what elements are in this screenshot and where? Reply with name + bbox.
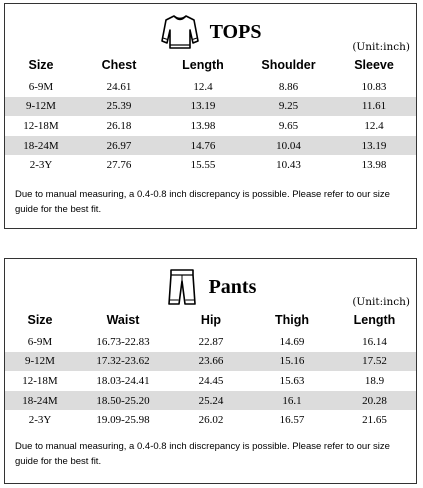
table-cell: 12.4 [193,80,213,93]
tops-table [5,53,416,175]
table-cell: 10.04 [245,136,332,156]
table-cell: 13.98 [361,159,387,172]
tops-unit: (Unit:inch) [352,41,410,53]
table-row [5,332,416,352]
table-cell: 10.83 [361,80,387,93]
column-header: Thigh [274,313,309,327]
table-row [5,371,416,391]
pants-header-row [5,308,416,332]
pants-icon [165,267,199,307]
table-cell: 21.65 [362,414,387,427]
column-header: Length [182,58,224,72]
pants-measuring-note: Due to manual measuring, a 0.4-0.8 inch discrepancy is possible. Please refer to our size guide for the best fit. [15,441,390,467]
column-header: Size [27,313,53,327]
table-cell: 17.32-23.62 [75,352,171,372]
column-header: Sleeve [354,58,394,72]
column-header: Waist [106,313,140,327]
table-row [5,352,416,372]
table-cell: 16.57 [279,414,305,427]
table-cell: 13.19 [332,136,416,156]
table-cell: 8.86 [278,80,299,93]
table-cell: 18.03-24.41 [96,374,150,387]
table-cell: 18-24M [5,136,77,156]
table-cell: 26.97 [77,136,161,156]
table-cell: 18.9 [364,374,385,387]
column-header: Length [353,313,396,327]
column-header: Chest [101,58,137,72]
table-cell: 23.66 [171,352,251,372]
table-cell: 11.61 [332,97,416,117]
table-cell: 9.25 [245,97,332,117]
table-row [5,391,416,411]
table-cell: 16.1 [251,391,333,411]
table-cell: 22.87 [198,335,224,348]
table-cell: 24.45 [198,374,224,387]
pants-title: Pants [208,275,257,298]
pants-size-chart [4,258,417,484]
table-cell: 25.24 [171,391,251,411]
table-cell: 24.61 [106,80,132,93]
table-cell: 12.4 [364,119,384,132]
tops-header-row [5,53,416,77]
tops-size-chart [4,3,417,229]
tops-measuring-note: Due to manual measuring, a 0.4-0.8 inch discrepancy is possible. Please refer to our size guide for the best fit. [15,189,390,215]
table-cell: 17.52 [333,352,416,372]
table-cell: 12-18M [23,119,59,132]
table-cell: 15.55 [190,159,216,172]
table-cell: 9-12M [5,97,77,117]
table-row [5,77,416,97]
column-header: Hip [200,313,222,327]
table-cell: 18-24M [5,391,75,411]
table-cell: 2-3Y [28,414,52,427]
table-cell: 15.16 [251,352,333,372]
table-row [5,136,416,156]
pants-unit: (Unit:inch) [352,296,410,308]
table-cell: 26.02 [198,414,224,427]
table-cell: 6-9M [27,335,53,348]
table-row [5,410,416,430]
sweater-icon [160,13,200,51]
table-cell: 13.19 [161,97,245,117]
table-cell: 26.18 [106,119,132,132]
table-cell: 20.28 [333,391,416,411]
pants-table [5,308,416,430]
table-cell: 9-12M [5,352,75,372]
column-header: Shoulder [261,58,316,72]
table-cell: 25.39 [77,97,161,117]
table-cell: 16.73-22.83 [96,335,150,348]
table-cell: 2-3Y [29,159,53,172]
table-cell: 9.65 [278,119,299,132]
table-cell: 12-18M [22,374,58,387]
table-cell: 18.50-25.20 [75,391,171,411]
table-row [5,97,416,117]
table-cell: 14.76 [161,136,245,156]
table-cell: 16.14 [362,335,387,348]
table-row [5,155,416,175]
table-cell: 19.09-25.98 [96,414,150,427]
table-cell: 15.63 [279,374,305,387]
tops-title: TOPS [209,20,262,43]
table-cell: 6-9M [28,80,54,93]
table-row [5,116,416,136]
table-cell: 10.43 [276,159,301,172]
table-cell: 27.76 [106,159,132,172]
table-cell: 13.98 [190,119,216,132]
table-cell: 14.69 [279,335,305,348]
column-header: Size [28,58,54,72]
